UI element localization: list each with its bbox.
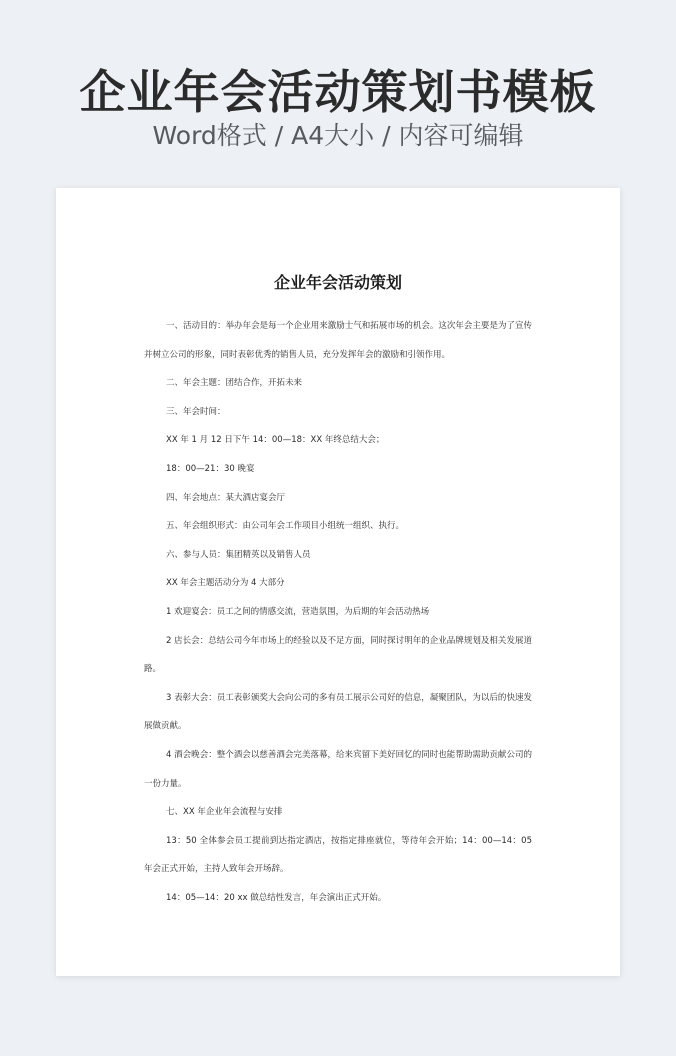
paragraph-commendation: 3 表彰大会：员工表彰颁奖大会向公司的多有员工展示公司好的信息，凝聚团队，为以后的快速发展做贡献。 [144, 692, 532, 732]
paragraph-time-evening: 18：00—21：30 晚宴 [166, 463, 255, 474]
banner-title: 企业年会活动策划书模板 [79, 65, 597, 119]
paragraph-schedule-arrival: 13：50 全体参会员工提前到达指定酒店，按指定排座就位，等待年会开始；14：00—14：05 年会正式开始，主持人致年会开场辞。 [144, 835, 532, 875]
paragraph-time-afternoon: XX 年 1 月 12 日下午 14：00—18：XX 年终总结大会； [166, 435, 385, 446]
paragraph-store-managers: 2 店长会：总结公司今年市场上的经验以及不足方面，同时探讨明年的企业品牌规划及相关发展道路。 [144, 635, 532, 675]
paragraph-schedule-heading: 七、XX 年企业年会流程与安排 [166, 807, 283, 818]
paragraph-welcome-banquet: 1 欢迎宴会：员工之间的情感交流，营造氛围，为后期的年会活动热场 [166, 606, 430, 617]
document-title: 企业年会活动策划 [273, 273, 402, 292]
paragraph-purpose: 一、活动目的：举办年会是每一个企业用来激励士气和拓展市场的机会。这次年会主要是为了宣传并树立公司的形象，同时表彰优秀的销售人员，充分发挥年会的激励和引领作用。 [144, 321, 532, 360]
paragraph-evening-party: 4 酒会晚会：整个酒会以慈善酒会完美落幕，给来宾留下美好回忆的同时也能帮助需助贡献公司的一份力量。 [144, 749, 532, 789]
paragraph-schedule-speech: 14：05—14：20 xx 做总结性发言，年会演出正式开始。 [166, 892, 387, 903]
banner-subtitle: Word格式 / A4大小 / 内容可编辑 [152, 121, 524, 150]
document-body [144, 312, 532, 912]
paragraph-activity-parts: XX 年会主题活动分为 4 大部分 [166, 578, 285, 589]
document-page [56, 188, 620, 976]
paragraph-theme: 二、年会主题：团结合作，开拓未来 [166, 378, 303, 389]
paragraph-location: 四、年会地点：某大酒店宴会厅 [166, 492, 286, 503]
paragraph-organization: 五、年会组织形式：由公司年会工作项目小组统一组织、执行。 [166, 521, 405, 532]
paragraph-time-heading: 三、年会时间： [166, 406, 226, 417]
paragraph-participants: 六、参与人员：集团精英以及销售人员 [166, 549, 311, 560]
